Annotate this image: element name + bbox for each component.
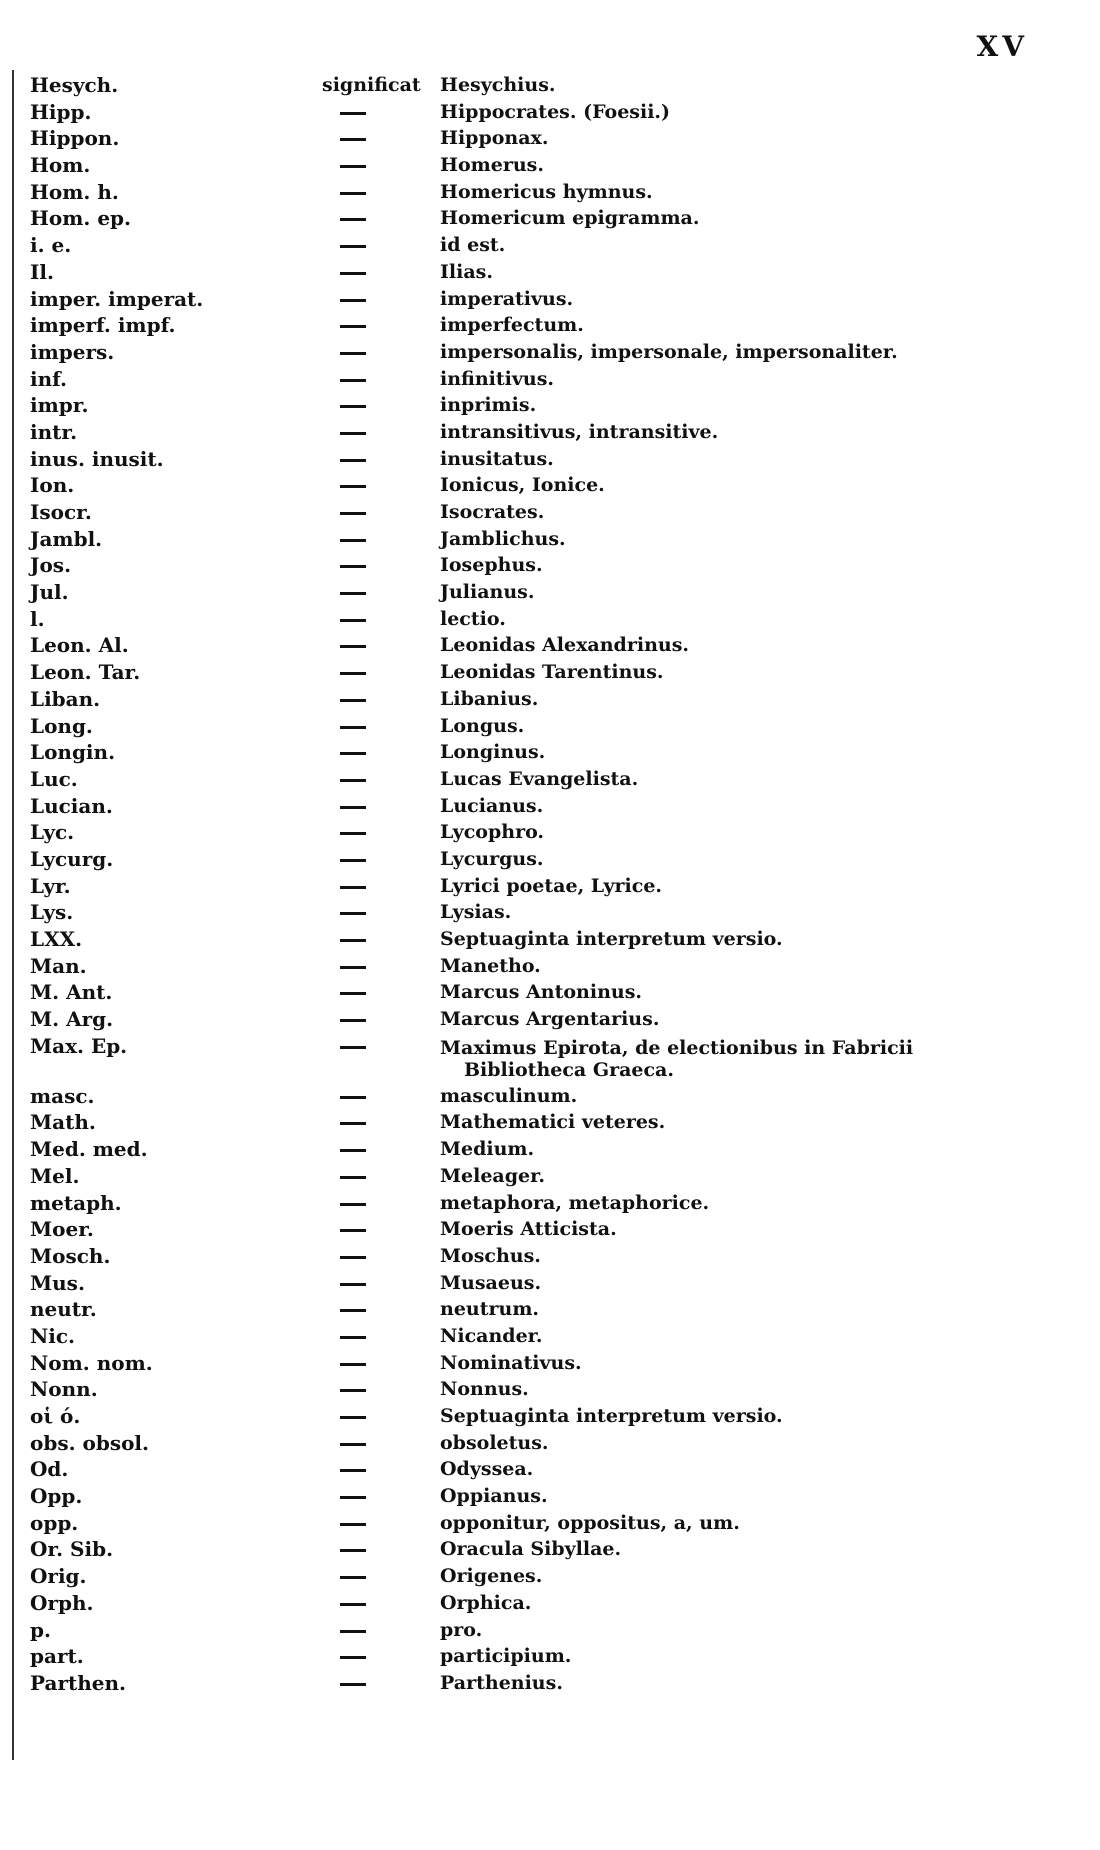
list-item [0,846,1100,873]
list-item [0,286,1100,313]
list-item [0,1243,1100,1270]
meaning: participium. [440,1645,572,1668]
meaning: Leonidas Tarentinus. [440,661,664,684]
meaning: Lucas Evangelista. [440,767,639,790]
abbreviation: Lys. [30,900,74,925]
meaning: Septuaginta interpretum versio. [440,928,783,950]
dash-separator [340,886,366,889]
dash-separator [340,138,366,141]
meaning: lectio. [440,607,506,630]
dash-separator [340,459,366,462]
list-item [0,1136,1100,1163]
meaning: Manetho. [440,954,541,977]
abbreviation: impers. [30,339,115,364]
dash-separator [340,512,366,515]
meaning: Oppianus. [440,1485,548,1508]
dash-separator [340,1469,366,1472]
list-item [0,339,1100,366]
list-item [0,606,1100,633]
list-item [0,926,1100,953]
meaning: impersonalis, impersonale, impersonaliter. [440,340,898,363]
abbreviation: l. [30,606,45,631]
dash-separator [340,245,366,248]
abbreviation: Hipp. [30,99,92,124]
dash-separator [340,1122,366,1125]
meaning [440,1037,1040,1081]
abbreviation: Lyc. [30,820,75,845]
dash-separator [340,1176,366,1179]
list-item [0,819,1100,846]
dash-separator [340,1683,366,1686]
abbreviation: Isocr. [30,500,92,524]
meaning: Oracula Sibyllae. [440,1538,622,1561]
dash-separator [340,939,366,942]
dash-separator [340,1416,366,1419]
list-item [0,1323,1100,1350]
list-item [0,526,1100,553]
dash-separator [340,966,366,969]
abbreviation: imperf. impf. [30,313,176,338]
list-item [0,419,1100,446]
list-item [0,366,1100,393]
list-item [0,472,1100,499]
dash-separator [340,779,366,782]
dash-separator [340,1603,366,1606]
dash-separator [340,432,366,435]
list-item [0,205,1100,232]
list-item [0,1670,1100,1697]
meaning: intransitivus, intransitive. [440,420,719,443]
abbreviation: Jul. [30,580,69,605]
meaning: Lucianus. [440,794,544,817]
abbreviation: Max. Ep. [30,1033,128,1058]
dash-separator [340,859,366,862]
abbreviation: Nom. nom. [30,1350,153,1375]
meaning: Homericus hymnus. [440,180,653,203]
dash-separator [340,645,366,648]
meaning: Ionicus, Ionice. [440,474,605,497]
abbreviation: Orig. [30,1564,87,1589]
list-item [0,72,1100,99]
abbreviation: Leon. Tar. [30,660,141,685]
dash-separator [340,299,366,302]
page-number: XV [976,30,1028,63]
list-item [0,766,1100,793]
meaning: Lyrici poetae, Lyrice. [440,874,663,897]
dash-separator [340,192,366,195]
meaning: imperativus. [440,287,574,310]
meaning: neutrum. [440,1298,540,1321]
meaning: Hippocrates. (Foesii.) [440,100,671,123]
dash-separator [340,1046,366,1049]
list-item [0,1376,1100,1403]
dash-separator [340,1630,366,1633]
list-item [0,739,1100,766]
dash-separator [340,619,366,622]
list-item [0,579,1100,606]
abbreviation: Longin. [30,740,116,765]
list-item [0,1270,1100,1297]
meaning-continuation: Bibliotheca Graeca. [464,1058,674,1081]
list-item [0,953,1100,980]
abbreviation: opp. [30,1510,79,1535]
abbreviation: Od. [30,1457,69,1482]
abbreviation: Jambl. [30,526,103,551]
meaning: inusitatus. [440,447,554,470]
abbreviation: Hippon. [30,126,120,151]
dash-separator [340,832,366,835]
dash-separator [340,912,366,915]
dash-separator [340,752,366,755]
meaning: Lycophro. [440,821,545,844]
abbreviation: inf. [30,366,67,391]
abbreviation: Hom. h. [30,179,119,204]
meaning: Moschus. [440,1244,541,1267]
meaning: Homerus. [440,154,544,177]
abbreviation: Luc. [30,766,78,791]
abbreviation: οἱ ό. [30,1404,81,1428]
dash-separator [340,1149,366,1152]
meaning: pro. [440,1618,483,1641]
abbreviation: Ion. [30,473,75,498]
dash-separator [340,565,366,568]
dash-separator [340,352,366,355]
dash-separator [340,165,366,168]
dash-separator [340,672,366,675]
meaning: Marcus Argentarius. [440,1008,660,1031]
abbreviation: Moer. [30,1217,94,1242]
meaning: Libanius. [440,687,539,710]
abbreviation: Mel. [30,1163,80,1188]
meaning: Orphica. [440,1591,532,1614]
abbreviation-list [0,72,1100,1697]
meaning: opponitur, oppositus, a, um. [440,1511,740,1534]
meaning: Hesychius. [440,74,556,96]
list-item [0,446,1100,473]
column-header-significat: significat [322,74,421,96]
meaning: Septuaginta interpretum versio. [440,1405,783,1427]
abbreviation: Leon. Al. [30,633,129,658]
list-item [0,632,1100,659]
abbreviation: Hom. ep. [30,206,131,231]
meaning: Lycurgus. [440,847,544,870]
dash-separator [340,1336,366,1339]
abbreviation: M. Ant. [30,980,113,1005]
meaning: Longinus. [440,741,546,764]
meaning: Lysias. [440,901,512,924]
list-item [0,686,1100,713]
dash-separator [340,1363,366,1366]
abbreviation: M. Arg. [30,1007,114,1032]
dash-separator [340,325,366,328]
meaning: Iosephus. [440,554,543,577]
list-item [0,312,1100,339]
meaning: Ilias. [440,260,493,283]
meaning: Nicander. [440,1324,543,1347]
abbreviation: p. [30,1617,51,1642]
meaning: id est. [440,234,506,257]
list-item [0,899,1100,926]
abbreviation: Man. [30,953,87,978]
meaning: Longus. [440,714,525,737]
dash-separator [340,699,366,702]
dash-separator [340,1576,366,1579]
abbreviation: impr. [30,393,89,418]
abbreviation: Mus. [30,1270,85,1295]
dash-separator [340,405,366,408]
abbreviation: LXX. [30,927,83,951]
dash-separator [340,485,366,488]
list-item [0,552,1100,579]
abbreviation: neutr. [30,1297,97,1322]
dash-separator [340,1549,366,1552]
abbreviation: Long. [30,713,93,738]
abbreviation: masc. [30,1083,95,1108]
abbreviation: Lucian. [30,793,113,818]
dash-separator [340,1096,366,1099]
list-item [0,1190,1100,1217]
meaning: Odyssea. [440,1458,534,1481]
list-item [0,1563,1100,1590]
abbreviation: Il. [30,259,54,284]
meaning: Leonidas Alexandrinus. [440,634,690,657]
dash-separator [340,1496,366,1499]
meaning: Nominativus. [440,1351,582,1374]
list-item [0,1216,1100,1243]
abbreviation: Or. Sib. [30,1537,114,1562]
abbreviation: imper. imperat. [30,286,204,311]
list-item [0,1163,1100,1190]
dash-separator [340,218,366,221]
meaning: Mathematici veteres. [440,1111,666,1134]
list-item [0,873,1100,900]
dash-separator [340,1229,366,1232]
meaning: Parthenius. [440,1671,563,1694]
meaning: Jamblichus. [440,527,566,550]
abbreviation: metaph. [30,1190,122,1215]
list-item [0,979,1100,1006]
meaning: Isocrates. [440,501,545,523]
meaning: Musaeus. [440,1271,542,1294]
list-item [0,499,1100,526]
dash-separator [340,1283,366,1286]
list-item [0,99,1100,126]
dash-separator [340,539,366,542]
list-item [0,1536,1100,1563]
dash-separator [340,1389,366,1392]
abbreviation: Lycurg. [30,846,114,871]
abbreviation: Parthen. [30,1670,127,1695]
abbreviation: Orph. [30,1590,94,1615]
list-item [0,1033,1100,1083]
dash-separator [340,1523,366,1526]
list-item [0,1483,1100,1510]
abbreviation: Nic. [30,1323,76,1348]
abbreviation: intr. [30,419,78,444]
list-item [0,793,1100,820]
meaning: Origenes. [440,1565,543,1588]
abbreviation: i. e. [30,233,72,258]
dash-separator [340,726,366,729]
abbreviation: Mosch. [30,1243,111,1268]
dash-separator [340,1019,366,1022]
dash-separator [340,379,366,382]
meaning: infinitivus. [440,367,555,390]
dash-separator [340,806,366,809]
list-item [0,1083,1100,1110]
abbreviation: part. [30,1644,84,1669]
list-item [0,1643,1100,1670]
meaning: Moeris Atticista. [440,1218,617,1241]
dash-separator [340,1256,366,1259]
meaning: Marcus Antoninus. [440,981,643,1004]
list-item [0,1109,1100,1136]
dash-separator [340,112,366,115]
list-item [0,1617,1100,1644]
list-item [0,1296,1100,1323]
meaning: Homericum epigramma. [440,207,700,230]
list-item [0,1350,1100,1377]
abbreviation: Math. [30,1110,96,1135]
abbreviation: Med. med. [30,1137,148,1162]
dash-separator [340,272,366,275]
meaning: Julianus. [440,581,535,604]
list-item [0,152,1100,179]
meaning: imperfectum. [440,314,584,337]
abbreviation: Hom. [30,153,91,178]
meaning: masculinum. [440,1084,578,1107]
list-item [0,1510,1100,1537]
list-item [0,259,1100,286]
dash-separator [340,1203,366,1206]
list-item [0,125,1100,152]
meaning: inprimis. [440,394,537,417]
abbreviation: Liban. [30,686,101,711]
meaning: Hipponax. [440,127,549,150]
abbreviation: Opp. [30,1484,83,1509]
list-item [0,659,1100,686]
list-item [0,1590,1100,1617]
abbreviation: Lyr. [30,873,71,898]
list-item [0,392,1100,419]
list-item [0,1403,1100,1430]
list-item [0,232,1100,259]
list-item [0,1430,1100,1457]
dash-separator [340,1443,366,1446]
list-item [0,179,1100,206]
abbreviation: obs. obsol. [30,1430,149,1455]
dash-separator [340,592,366,595]
list-item [0,1006,1100,1033]
dash-separator [340,1656,366,1659]
abbreviation: Nonn. [30,1377,98,1402]
dash-separator [340,992,366,995]
meaning: Medium. [440,1138,535,1161]
list-item [0,713,1100,740]
meaning: Meleager. [440,1164,545,1187]
abbreviation: Jos. [30,553,72,578]
dash-separator [340,1309,366,1312]
meaning: obsoletus. [440,1431,549,1454]
meaning: metaphora, metaphorice. [440,1191,710,1214]
meaning-text: Maximus Epirota, de electionibus in Fabricii [440,1036,914,1059]
list-item [0,1456,1100,1483]
abbreviation: Hesych. [30,73,119,97]
meaning: Nonnus. [440,1378,529,1401]
abbreviation: inus. inusit. [30,446,164,471]
